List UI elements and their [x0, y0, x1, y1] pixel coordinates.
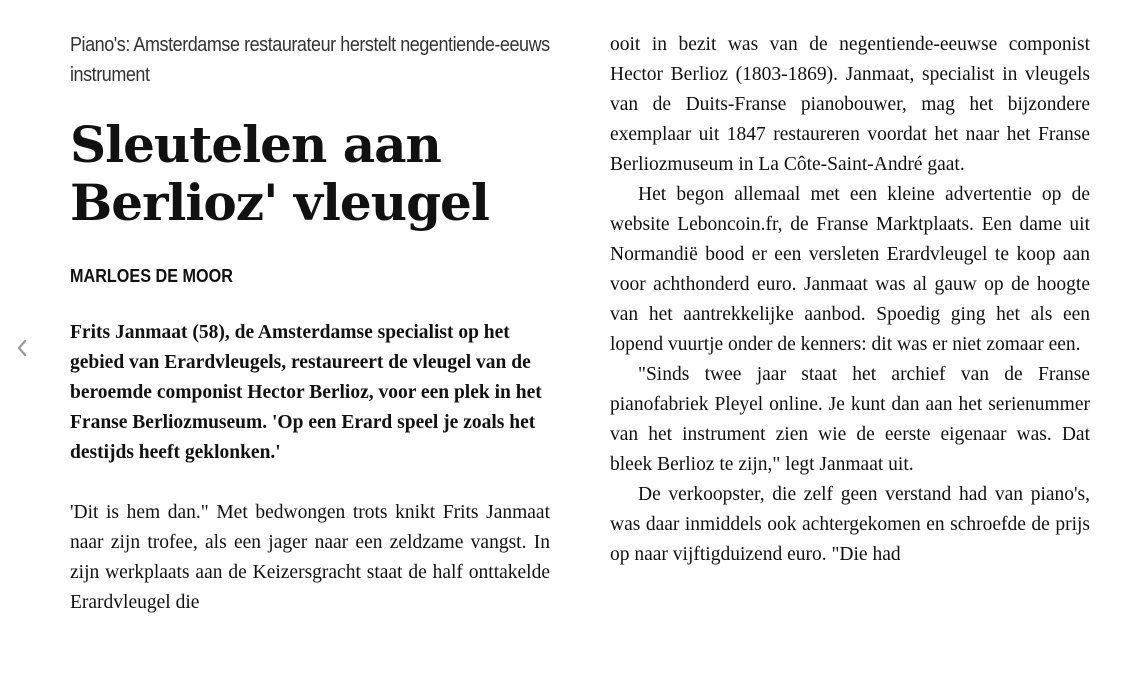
article-body-paragraph: De verkoopster, die zelf geen verstand had van piano's, was daar inmiddels ook achtergekomen en schroefde de prijs op naar vijftigduizend euro. "Die had [610, 484, 1090, 565]
article-body-paragraph: "Sinds twee jaar staat het archief van de Franse pianofabriek Pleyel online. Je kunt dan aan het serienummer van het instrument zien wie de eerste eigenaar was. Dat bleek Berlioz te zijn," legt Janmaat uit. [610, 364, 1090, 475]
chevron-left-icon [16, 339, 28, 357]
article-body-paragraph: ooit in bezit was van de negentiende-eeuwse componist Hector Berlioz (1803-1869). Janmaat, specialist in vleugels van de Duits-Franse pianobouwer, mag het bijzondere exemplaar uit 1847 restaureren voordat het naar het Franse Berliozmuseum in La Côte-Saint-André gaat. [610, 34, 1090, 175]
article-headline: Sleutelen aan Berlioz' vleugel [70, 115, 489, 232]
article-subtitle: Piano's: Amsterdamse restaurateur herstelt negentiende-eeuws instrument [70, 34, 550, 86]
previous-page-button[interactable] [12, 334, 32, 362]
article-left-column [70, 30, 550, 618]
article-body-paragraph: 'Dit is hem dan." Met bedwongen trots knikt Frits Janmaat naar zijn trofee, als een jager naar een zeldzame vangst. In zijn werkplaats aan de Keizersgracht staat de half onttakelde Erardvleugel die [70, 502, 550, 613]
article-author: MARLOES DE MOOR [70, 266, 233, 286]
article-right-column [610, 30, 1090, 570]
article-lead: Frits Janmaat (58), de Amsterdamse specialist op het gebied van Erardvleugels, restaureert de vleugel van de beroemde componist Hector Berlioz, voor een plek in het Franse Berliozmuseum. 'Op een Erard speel je zoals het destijds heeft geklonken.' [70, 322, 542, 463]
article-body-paragraph: Het begon allemaal met een kleine advertentie op de website Leboncoin.fr, de Franse Marktplaats. Een dame uit Normandië bood er een versleten Erardvleugel te koop aan voor achthonderd euro. Janmaat was al gauw op de hoogte van het aantrekkelijke aanbod. Spoedig ging het als een lopend vuurtje onder de kenners: dit was er niet zomaar een. [610, 184, 1090, 355]
